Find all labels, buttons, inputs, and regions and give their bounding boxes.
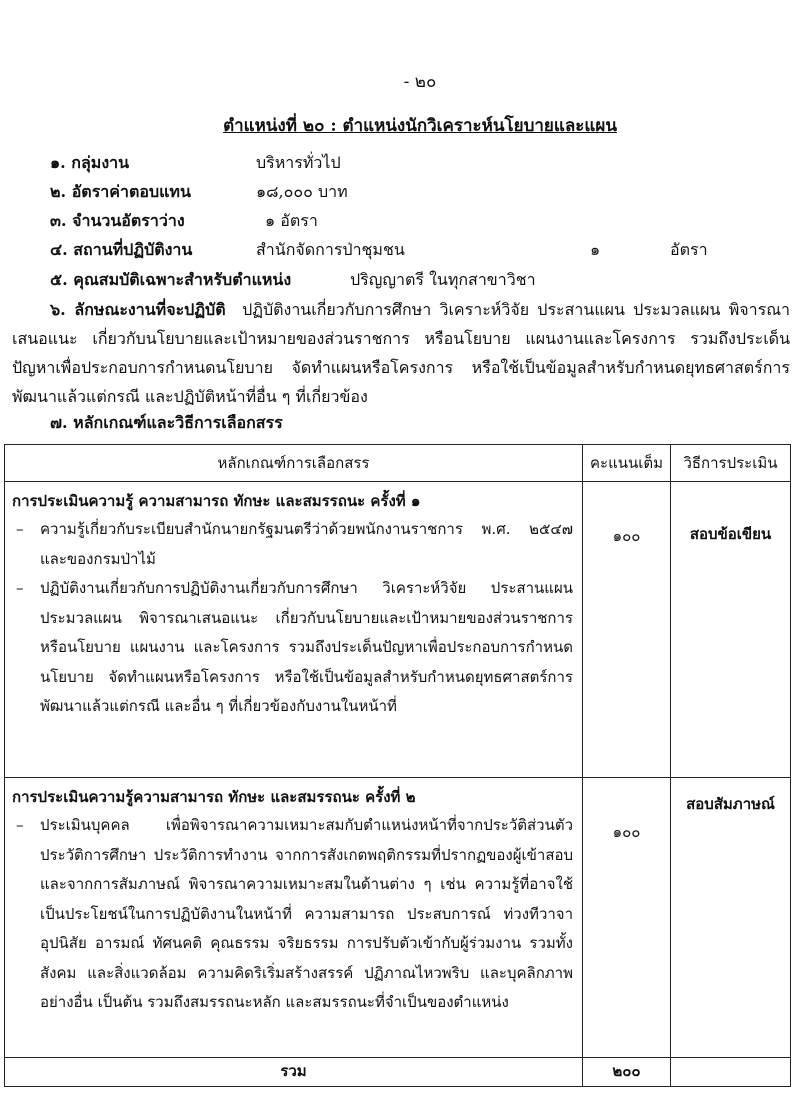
group-value: บริหารทั่วไป — [256, 153, 341, 172]
table-row — [5, 778, 791, 1058]
criteria-table — [4, 444, 791, 1087]
criteria-heading: ๗. หลักเกณฑ์และวิธีการเลือกสรร — [50, 413, 283, 432]
method-cell: สอบสัมภาษณ์ — [671, 778, 791, 1058]
table-row — [5, 482, 791, 778]
score-cell: ๑๐๐ — [583, 778, 671, 1058]
qualification-value: ปริญญาตรี ในทุกสาขาวิชา — [350, 270, 536, 289]
location-unit: อัตรา — [670, 240, 708, 259]
document-title: ตำแหน่งที่ ๒๐ : ตำแหน่งนักวิเคราะห์นโยบายและแผน — [223, 116, 617, 136]
list-item: – ประเมินบุคคล เพื่อพิจารณาความเหมาะสมกับตำแหน่งหน้าที่จากประวัติส่วนตัวประวัติการศึกษา ประวัติการทำงาน จากการสังเกตพฤติกรรมที่ปรากฏของผู้เข้าสอบและจากการสัมภาษณ์ พิจารณาความเหมาะสมในด้านต่าง ๆ เช่น ความรู้ที่อาจใช้เป็นประโยชน์ในการปฏิบัติงานในหน้าที่ ความสามารถ ประสบการณ์ ท่วงทีวาจา อุปนิสัย อารมณ์ ทัศนคติ คุณธรรม จริยธรรม การปรับตัวเข้ากับผู้ร่วมงาน รวมทั้งสังคม และสิ่งแวดล้อม ความคิดริเริ่มสร้างสรรค์ ปฏิภาณไหวพริบ และบุคลิกภาพอย่างอื่น เป็นต้น รวมถึงสมรรถนะหลัก และสมรรถนะที่จำเป็นของตำแหน่ง — [40, 811, 573, 1018]
list-item: – ปฏิบัติงานเกี่ยวกับการปฏิบัติงานเกี่ยวกับการศึกษา วิเคราะห์วิจัย ประสานแผน ประมวลแผน พิจารณาเสนอแนะ เกี่ยวกับนโยบายและเป้าหมายของส่วนราชการ หรือนโยบาย แผนงาน และโครงการ รวมถึงประเด็นปัญหาเพื่อประกอบการกำหนดนโยบาย จัดทำแผนหรือโครงการ หรือใช้เป็นข้อมูลสำหรับกำหนดยุทธศาสตร์การพัฒนาแล้วแต่กรณี และอื่น ๆ ที่เกี่ยวข้องกับงานในหน้าที่ — [40, 574, 573, 722]
criteria-list — [6, 515, 581, 730]
total-score: ๒๐๐ — [583, 1058, 671, 1087]
info-group-row — [50, 151, 790, 177]
total-empty-cell — [671, 1058, 791, 1087]
section-heading: การประเมินความรู้ความสามารถ ทักษะ และสมรรถนะ ครั้งที่ ๒ — [12, 788, 416, 806]
group-label: ๑. กลุ่มงาน — [50, 153, 130, 172]
page-number: - ๒๐ — [403, 72, 437, 92]
criteria-cell — [5, 482, 583, 778]
score-cell: ๑๐๐ — [583, 482, 671, 778]
info-vacancy-row — [50, 209, 790, 235]
total-row — [5, 1058, 791, 1087]
section-heading: การประเมินความรู้ ความสามารถ ทักษะ และสมรรถนะ ครั้งที่ ๑ — [12, 492, 421, 510]
criteria-list — [6, 811, 581, 1026]
location-label: ๔. สถานที่ปฏิบัติงาน — [50, 240, 193, 259]
header-criteria: หลักเกณฑ์การเลือกสรร — [5, 445, 583, 482]
duty-value: ปฏิบัติงานเกี่ยวกับการศึกษา วิเคราะห์วิจัย ประสานแผน ประมวลแผน พิจารณาเสนอแนะ เกี่ยวกับนโยบายและเป้าหมายของส่วนราชการ หรือนโยบาย แผนงานและโครงการ รวมถึงประเด็นปัญหาเพื่อประกอบการกำหนดนโยบาย จัดทำแผนหรือโครงการ หรือใช้เป็นข้อมูลสำหรับกำหนดยุทธศาสตร์การพัฒนาแล้วแต่กรณี และปฏิบัติหน้าที่อื่น ๆ ที่เกี่ยวข้อง — [12, 300, 791, 406]
location-value: สำนักจัดการป่าชุมชน — [256, 240, 405, 259]
qualification-label: ๕. คุณสมบัติเฉพาะสำหรับตำแหน่ง — [50, 270, 292, 289]
location-count: ๑ — [590, 240, 601, 259]
header-method: วิธีการประเมิน — [671, 445, 791, 482]
vacancy-label: ๓. จำนวนอัตราว่าง — [50, 211, 185, 230]
pay-label: ๒. อัตราค่าตอบแทน — [50, 182, 191, 201]
table-header-row — [5, 445, 791, 482]
pay-value: ๑๘,๐๐๐ บาท — [256, 182, 348, 201]
list-item: – ความรู้เกี่ยวกับระเบียบสำนักนายกรัฐมนตรีว่าด้วยพนักงานราชการ พ.ศ. ๒๕๔๗ และของกรมป่าไม้ — [40, 515, 573, 574]
method-cell: สอบข้อเขียน — [671, 482, 791, 778]
criteria-cell — [5, 778, 583, 1058]
duty-label: ๖. ลักษณะงานที่จะปฏิบัติ — [50, 300, 226, 319]
header-full-score: คะแนนเต็ม — [583, 445, 671, 482]
vacancy-value: ๑ อัตรา — [265, 211, 318, 230]
duty-paragraph — [12, 295, 790, 411]
info-location-row — [50, 238, 790, 264]
info-qualification-row — [50, 268, 790, 294]
info-pay-row — [50, 180, 790, 206]
total-label: รวม — [5, 1058, 583, 1087]
